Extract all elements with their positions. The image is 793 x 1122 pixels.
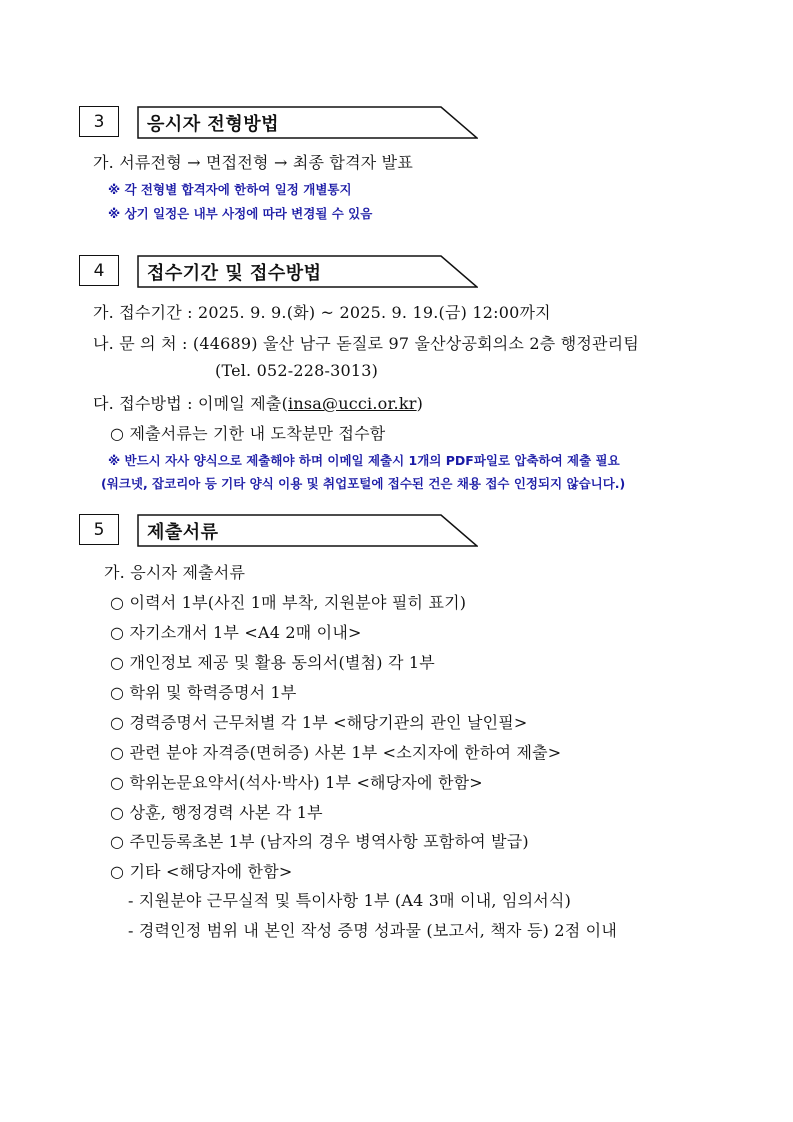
- document-item: ○ 이력서 1부(사진 1매 부착, 지원분야 필히 표기): [110, 593, 467, 612]
- document-sub-item: - 지원분야 근무실적 및 특이사항 1부 (A4 3매 이내, 임의서식): [128, 891, 572, 910]
- section-number: 3: [79, 106, 119, 137]
- section-4-note-1: ※ 반드시 자사 양식으로 제출해야 하며 이메일 제출시 1개의 PDF파일로 압축하여 제출 필요: [108, 453, 620, 468]
- section-4-line-na-tel: (Tel. 052-228-3013): [215, 361, 379, 380]
- section-4-note-2: (워크넷, 잡코리아 등 기타 양식 이용 및 취업포털에 접수된 건은 채용 접수 인정되지 않습니다.): [101, 476, 626, 491]
- document-item: ○ 개인정보 제공 및 활용 동의서(별첨) 각 1부: [110, 653, 435, 672]
- section-number: 4: [79, 255, 119, 286]
- section-3-note-1: ※ 각 전형별 합격자에 한하여 일정 개별통지: [108, 182, 352, 197]
- section-title: 제출서류: [147, 522, 219, 543]
- document-item: ○ 주민등록초본 1부 (남자의 경우 병역사항 포함하여 발급): [110, 832, 529, 851]
- document-sub-item: - 경력인정 범위 내 본인 작성 증명 성과물 (보고서, 책자 등) 2점 이내: [128, 921, 617, 940]
- section-4-header: [79, 255, 479, 288]
- section-title: 접수기간 및 접수방법: [147, 263, 322, 284]
- document-item: ○ 경력증명서 근무처별 각 1부 <해당기관의 관인 날인필>: [110, 713, 528, 732]
- document-item: ○ 관련 분야 자격증(면허증) 사본 1부 <소지자에 한하여 제출>: [110, 743, 562, 762]
- section-3-header: [79, 106, 479, 139]
- section-4-line-ga: 가. 접수기간 : 2025. 9. 9.(화) ~ 2025. 9. 19.(금) 12:00까지: [93, 303, 551, 322]
- section-3-note-2: ※ 상기 일정은 내부 사정에 따라 변경될 수 있음: [108, 206, 373, 221]
- email-link[interactable]: insa@ucci.or.kr: [288, 394, 417, 413]
- document-item: ○ 학위논문요약서(석사·박사) 1부 <해당자에 한함>: [110, 773, 483, 792]
- section-4-line-da: [93, 391, 423, 414]
- document-item: ○ 상훈, 행정경력 사본 각 1부: [110, 803, 323, 822]
- section-title: 응시자 전형방법: [147, 114, 279, 135]
- section-5-header: [79, 514, 479, 547]
- line-da-suffix: ): [416, 394, 424, 413]
- document-item: ○ 자기소개서 1부 <A4 2매 이내>: [110, 623, 362, 642]
- section-3-line-ga: 가. 서류전형 → 면접전형 → 최종 합격자 발표: [93, 153, 413, 172]
- section-5-line-ga: 가. 응시자 제출서류: [104, 563, 246, 582]
- document-item: ○ 기타 <해당자에 한함>: [110, 862, 293, 881]
- document-item: ○ 학위 및 학력증명서 1부: [110, 683, 297, 702]
- line-da-prefix: 다. 접수방법 : 이메일 제출(: [93, 394, 289, 413]
- section-number: 5: [79, 514, 119, 545]
- section-4-line-na: 나. 문 의 처 : (44689) 울산 남구 돋질로 97 울산상공회의소 2층 행정관리팀: [93, 334, 639, 353]
- section-4-bullet: ○ 제출서류는 기한 내 도착분만 접수함: [110, 424, 386, 443]
